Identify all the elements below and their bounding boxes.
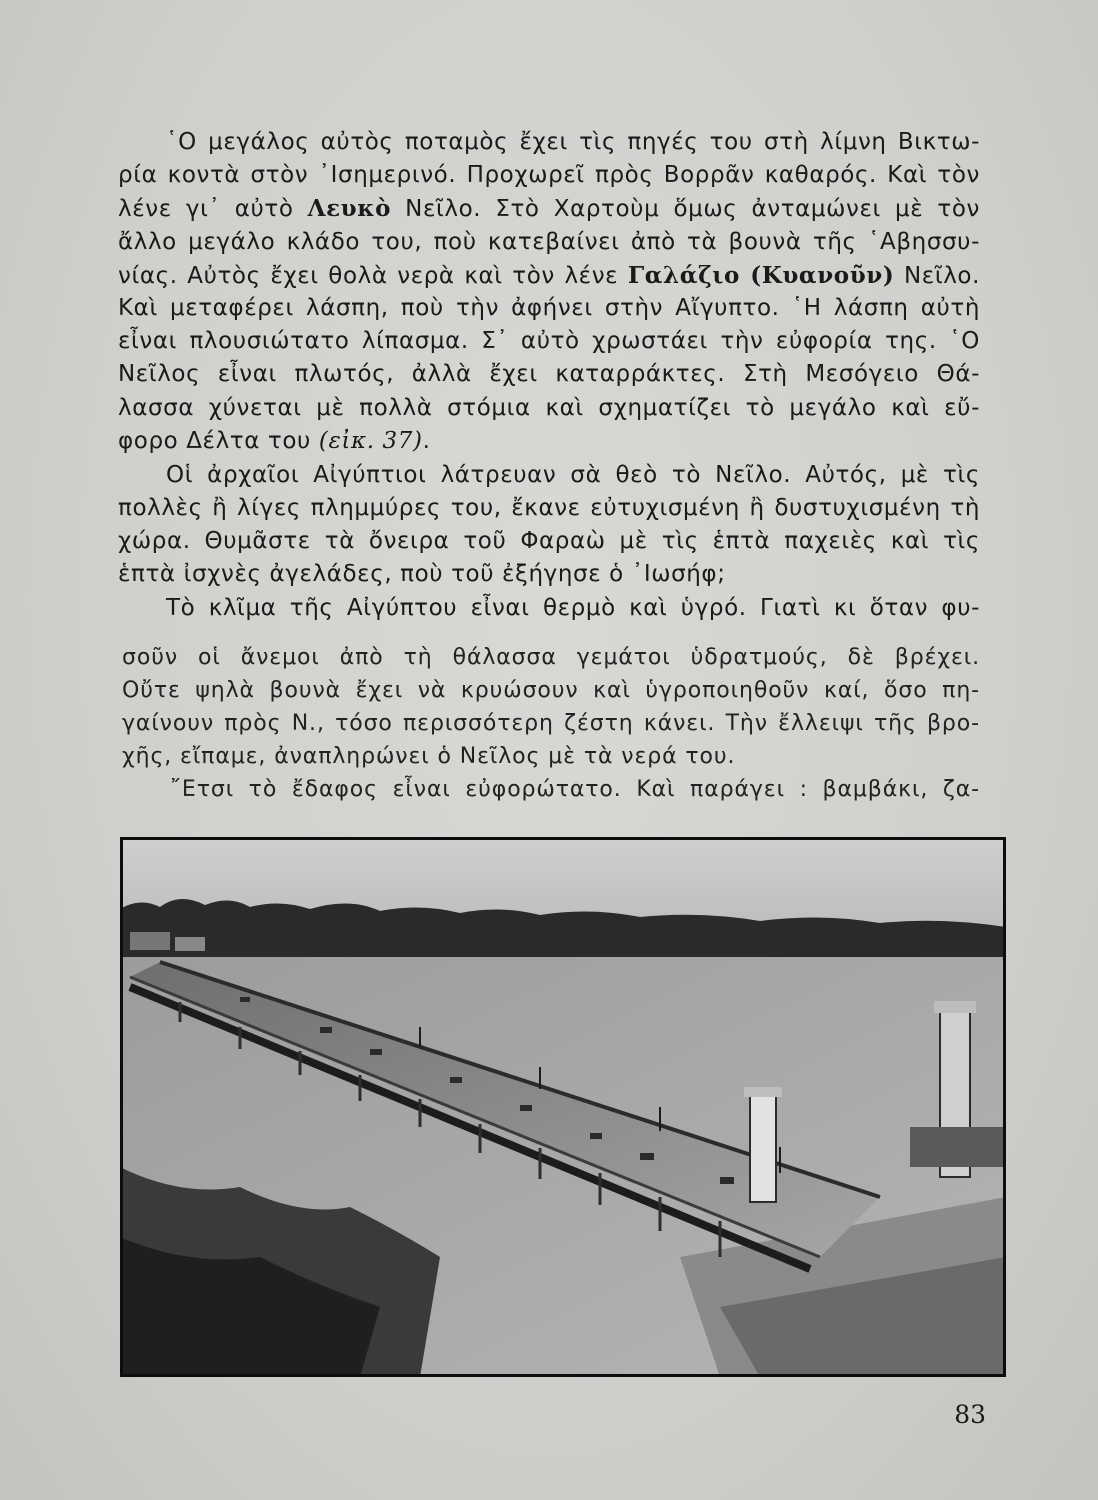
text-line: πολλὲς ἢ λίγες πλημμύρες του, ἔκανε εὐτυχισμένη ἢ δυστυχισμένη τὴ xyxy=(118,495,980,522)
text-line: φορο Δέλτα του (εἰκ. 37). xyxy=(118,427,431,454)
lower-text-block xyxy=(122,641,980,806)
text-line: ἄλλο μεγάλο κλάδο του, ποὺ κατεβαίνει ἀπὸ τὰ βουνὰ τῆς ῾Αβησσυ- xyxy=(118,228,980,255)
text-line: χῆς, εἴπαμε, ἀναπληρώνει ὁ Νεῖλος μὲ τὰ νερά του. xyxy=(122,744,736,769)
bridge-photograph xyxy=(120,837,1006,1377)
text-line: γαίνουν πρὸς Ν., τόσο περισσότερη ζέστη κάνει. Τὴν ἔλλειψι τῆς βρο- xyxy=(122,711,980,736)
text-line: νίας. Αὐτὸς ἔχει θολὰ νερὰ καὶ τὸν λένε Γαλάζιο (Κυανοῦν) Νεῖλο. xyxy=(118,261,980,289)
text-line: σοῦν οἱ ἄνεμοι ἀπὸ τὴ θάλασσα γεμάτοι ὑδρατμούς, δὲ βρέχει. xyxy=(122,645,980,670)
bold-term-blue-nile: Γαλάζιο (Κυανοῦν) xyxy=(627,261,895,289)
text-line: χώρα. Θυμᾶστε τὰ ὄνειρα τοῦ Φαραὼ μὲ τὶς ἑπτὰ παχειὲς καὶ τὶς xyxy=(118,528,980,555)
upper-text-block xyxy=(118,126,980,625)
bridge-tower-left xyxy=(750,1092,776,1202)
text-line: εἶναι πλουσιώτατο λίπασμα. Σ᾿ αὐτὸ χρωστάει τὴν εὐφορία της. ῾Ο xyxy=(118,328,980,355)
text-line: Οἱ ἀρχαῖοι Αἰγύπτιοι λάτρευαν σὰ θεὸ τὸ Νεῖλο. Αὐτός, μὲ τὶς xyxy=(166,461,980,488)
text-line: Οὔτε ψηλὰ βουνὰ ἔχει νὰ κρυώσουν καὶ ὑγροποιηθοῦν καί, ὅσο πη- xyxy=(122,678,980,703)
page-number: 83 xyxy=(954,1400,986,1429)
text-line: λασσα χύνεται μὲ πολλὰ στόμια καὶ σχηματίζει τὸ μεγάλο καὶ εὔ- xyxy=(118,394,980,421)
bold-term-white-nile: Λευκὸ xyxy=(307,195,392,223)
text-line: Νεῖλος εἶναι πλωτός, ἀλλὰ ἔχει καταρράκτες. Στὴ Μεσόγειο Θά- xyxy=(118,361,980,388)
text-line: Καὶ μεταφέρει λάσπη, ποὺ τὴν ἀφήνει στὴν Αἴγυπτο. ῾Η λάσπη αὐτὴ xyxy=(118,294,980,321)
text-line: ῎Ετσι τὸ ἔδαφος εἶναι εὐφορώτατο. Καὶ παράγει : βαμβάκι, ζα- xyxy=(170,777,980,802)
text-line: ῾Ο μεγάλος αὐτὸς ποταμὸς ἔχει τὶς πηγές του στὴ λίμνη Βικτω- xyxy=(166,129,980,155)
text-line: ρία κοντὰ στὸν ᾿Ισημερινό. Προχωρεῖ πρὸς Βορρᾶν καθαρός. Καὶ τὸν xyxy=(118,162,980,189)
text-line: Τὸ κλῖμα τῆς Αἰγύπτου εἶναι θερμὸ καὶ ὑγρό. Γιατὶ κι ὅταν φυ- xyxy=(166,594,980,621)
text-line: λένε γι᾿ αὐτὸ Λευκὸ Νεῖλο. Στὸ Χαρτοὺμ ὅμως ἀνταμώνει μὲ τὸν xyxy=(118,195,980,223)
figure-reference: (εἰκ. 37) xyxy=(318,427,423,454)
text-line: ἑπτὰ ἰσχνὲς ἀγελάδες, ποὺ τοῦ ἐξήγησε ὁ ᾿Ιωσήφ; xyxy=(118,561,726,588)
